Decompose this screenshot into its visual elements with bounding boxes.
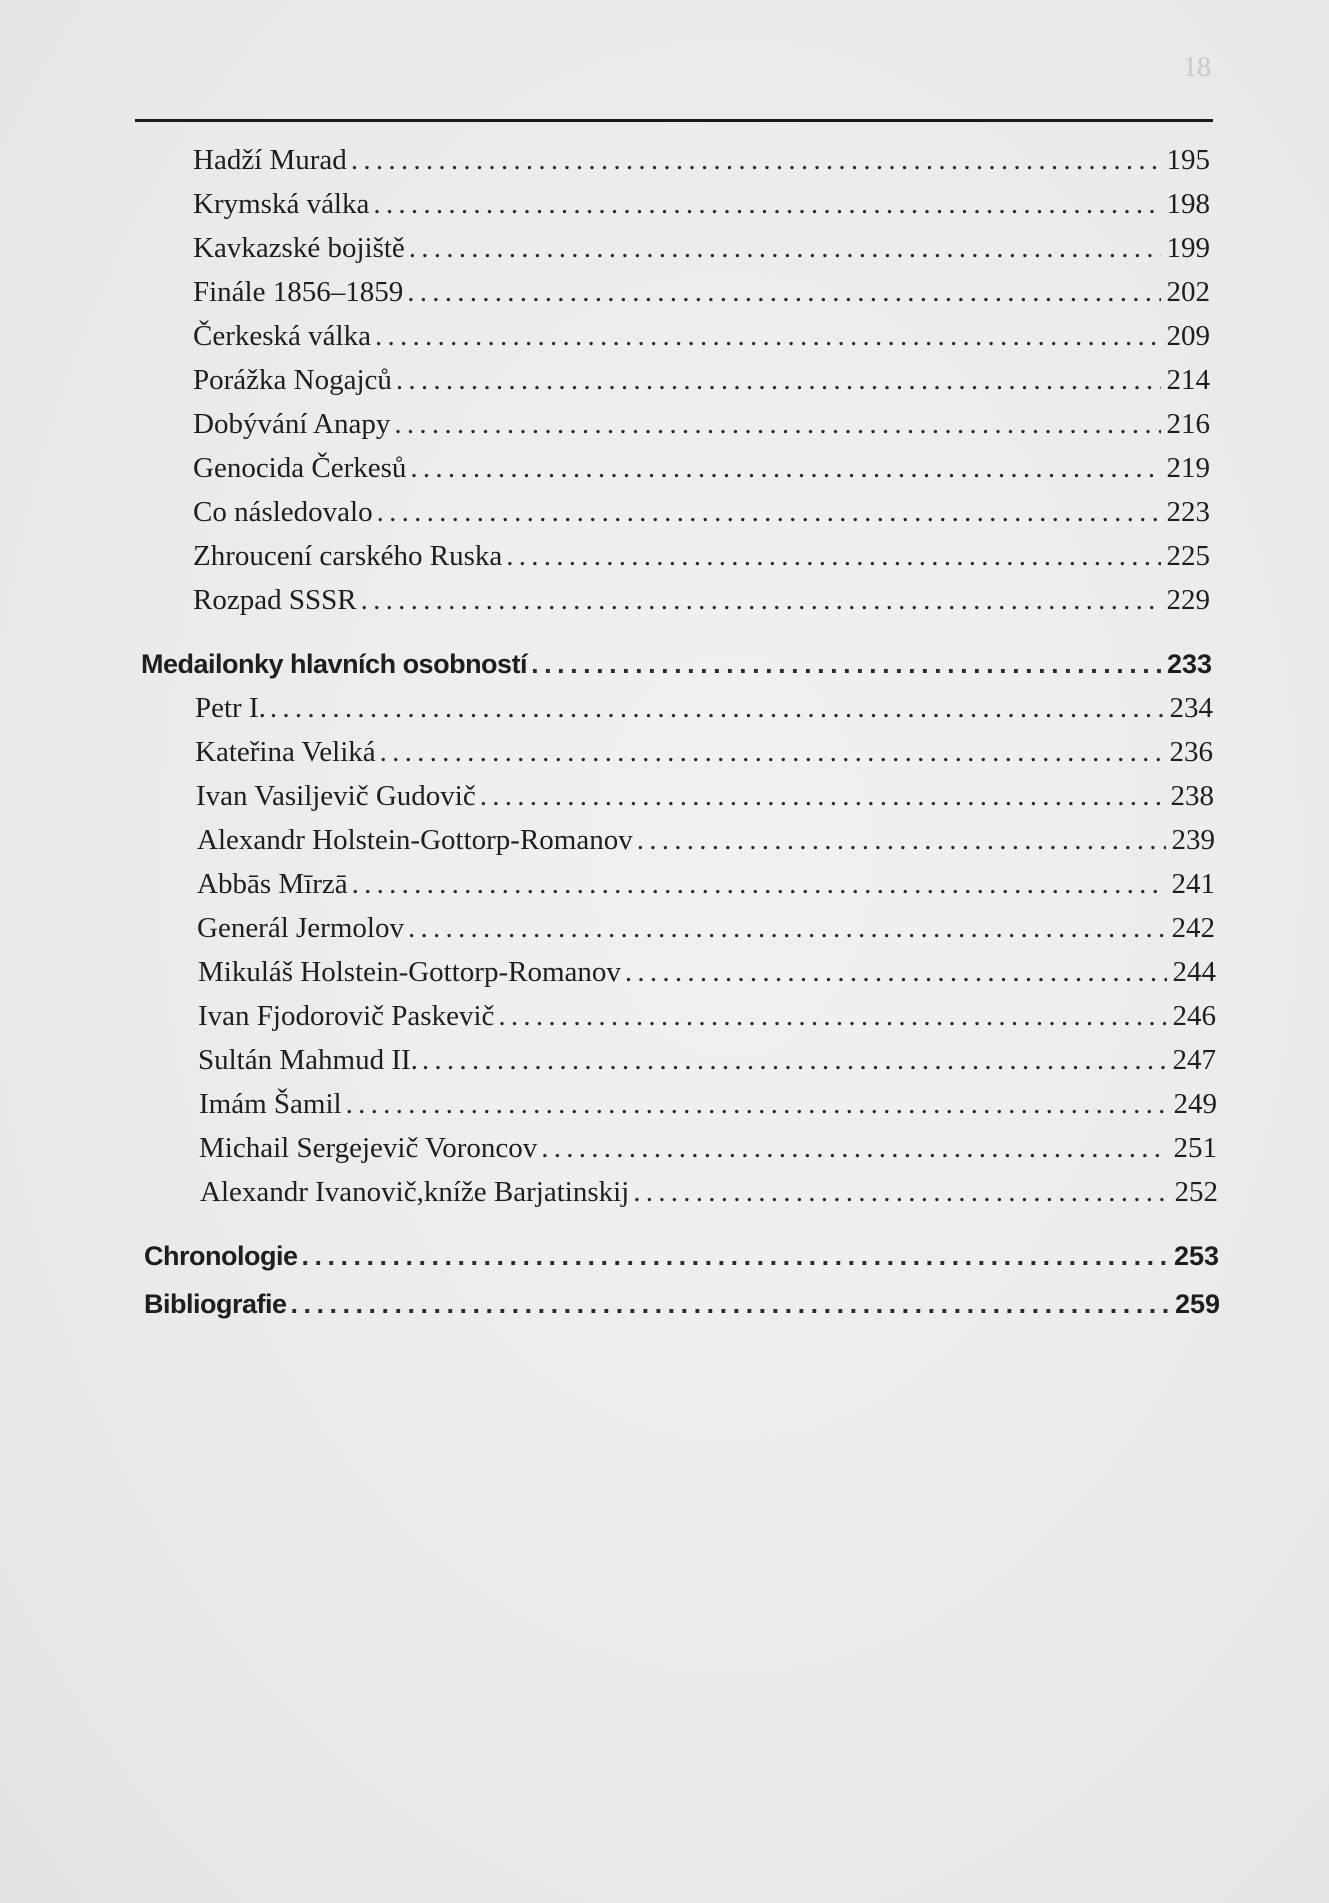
toc-entry-page: 198 [1166,188,1210,220]
toc-entry-title: Rozpad SSSR [193,584,357,616]
toc-leader-dots [361,578,1161,622]
toc-entry [193,182,1210,226]
toc-entry-page: 246 [1172,1000,1216,1032]
toc-entry [193,138,1210,182]
toc-entry-title: Ivan Fjodorovič Paskevič [198,1000,495,1032]
toc-leader-dots [351,138,1161,182]
toc-entry-title: Hadží Murad [193,144,347,176]
toc-entry [193,358,1210,402]
toc-entry-title: Zhroucení carského Ruska [193,540,503,572]
toc-entry [193,226,1210,270]
toc-entry [198,950,1216,994]
toc-leader-dots [352,862,1166,906]
toc-leader-dots [291,1282,1169,1326]
toc-leader-dots [373,182,1160,226]
toc-leader-dots [409,226,1161,270]
toc-entry-page: 251 [1173,1132,1217,1164]
toc-entry [198,1038,1216,1082]
toc-entry [199,1126,1217,1170]
toc-entry-page: 214 [1166,364,1210,396]
toc-entry-title: Kavkazské bojiště [193,232,405,264]
toc-entry-title: Genocida Čerkesů [193,452,407,484]
toc-leader-dots [407,270,1160,314]
toc-entry-title: Co následovalo [193,496,373,528]
toc-entry [195,686,1213,730]
toc-leader-dots [375,314,1161,358]
toc-leader-dots [380,730,1164,774]
toc-entry [197,818,1215,862]
toc-entry-page: 195 [1166,144,1210,176]
toc-entry-page: 209 [1166,320,1210,352]
toc-entry-title: Abbās Mīrzā [197,868,348,900]
toc-section-page: 253 [1173,1241,1219,1271]
toc-leader-dots [541,1126,1167,1170]
toc-entry-title: Ivan Vasiljevič Gudovič [196,780,476,812]
toc-entry [193,314,1210,358]
toc-entry-page: 202 [1166,276,1210,308]
toc-section-page: 259 [1174,1289,1220,1319]
toc-leader-dots [377,490,1161,534]
toc-leader-dots [480,774,1165,818]
toc-entry [195,730,1213,774]
toc-entry-page: 252 [1174,1176,1218,1208]
page-number: 18 [1183,52,1211,83]
toc-entry-title: Sultán Mahmud II. [198,1044,418,1076]
toc-entry [193,446,1210,490]
toc-leader-dots [394,402,1160,446]
toc-entry [196,774,1214,818]
toc-section-heading [141,642,1212,686]
toc-entry-title: Alexandr Ivanovič,kníže Barjatinskij [200,1176,630,1208]
toc-leader-dots [506,534,1160,578]
toc-entry [199,1082,1217,1126]
header-rule [135,119,1213,122]
toc-entry-page: 249 [1173,1088,1217,1120]
toc-leader-dots [396,358,1161,402]
toc-entry [197,906,1215,950]
toc-section-heading [144,1234,1219,1278]
toc-leader-dots [270,686,1164,730]
toc-leader-dots [625,950,1167,994]
toc-leader-dots [301,1234,1167,1278]
toc-entry [193,490,1210,534]
toc-entry-page: 223 [1166,496,1210,528]
toc-section-heading [144,1282,1220,1326]
toc-section-title: Medailonky hlavních osobností [141,649,528,679]
toc-entry-title: Porážka Nogajců [193,364,392,396]
toc-entry-page: 229 [1166,584,1210,616]
toc-leader-dots [498,994,1166,1038]
toc-entry-page: 247 [1172,1044,1216,1076]
toc-entry [193,270,1210,314]
toc-entry-page: 238 [1170,780,1214,812]
toc-leader-dots [346,1082,1168,1126]
toc-entry [200,1170,1218,1214]
toc-entry-title: Alexandr Holstein-Gottorp-Romanov [197,824,633,856]
toc-entry-title: Čerkeská válka [193,320,371,352]
toc-entry [193,534,1210,578]
toc-entry-title: Petr I. [195,692,266,724]
toc-entry-page: 225 [1166,540,1210,572]
toc-leader-dots [531,642,1161,686]
toc-section-page: 233 [1166,649,1212,679]
toc-entry-page: 236 [1169,736,1213,768]
toc-entry-page: 216 [1166,408,1210,440]
toc-entry-title: Krymská válka [193,188,370,220]
toc-leader-dots [637,818,1166,862]
toc-entry [193,402,1210,446]
toc-entry-title: Imám Šamil [199,1088,342,1120]
toc-section-title: Bibliografie [144,1289,287,1319]
toc-entry-title: Dobývání Anapy [193,408,391,440]
toc-entry [198,994,1216,1038]
toc-entry-page: 219 [1166,452,1210,484]
toc-entry-page: 239 [1171,824,1215,856]
toc-entry [193,578,1210,622]
toc-leader-dots [633,1170,1168,1214]
toc-entry-title: Mikuláš Holstein-Gottorp-Romanov [198,956,621,988]
toc-entry-title: Michail Sergejevič Voroncov [199,1132,538,1164]
toc-entry-page: 244 [1172,956,1216,988]
toc-section-title: Chronologie [144,1241,298,1271]
toc-entry-title: Finále 1856–1859 [193,276,404,308]
toc-leader-dots [408,906,1166,950]
toc-entry-page: 241 [1171,868,1215,900]
toc-entry [197,862,1215,906]
toc-leader-dots [410,446,1160,490]
toc-leader-dots [422,1038,1167,1082]
toc-entry-title: Generál Jermolov [197,912,404,944]
toc-entry-page: 242 [1171,912,1215,944]
toc-entry-page: 234 [1169,692,1213,724]
toc-entry-title: Kateřina Veliká [195,736,376,768]
toc-entry-page: 199 [1166,232,1210,264]
